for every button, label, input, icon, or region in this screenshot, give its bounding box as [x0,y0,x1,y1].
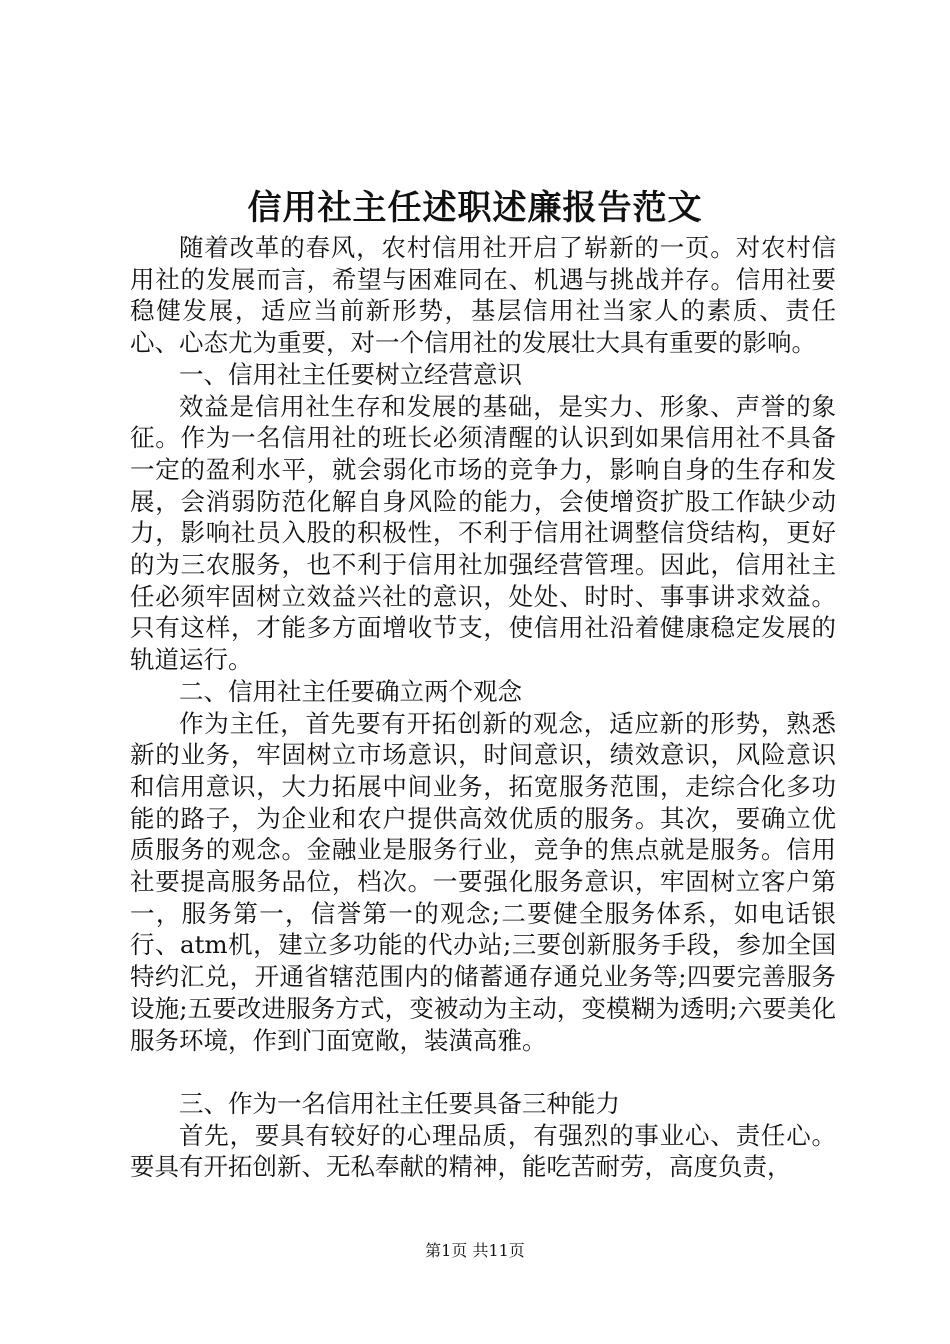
page-title: 信用社主任述职述廉报告范文 [247,188,703,228]
document-body [130,232,836,1183]
paragraph-section-2: 作为主任，首先要有开拓创新的观念，适应新的形势，熟悉新的业务，牢固树立市场意识，时间意识，绩效意识，风险意识和信用意识，大力拓展中间业务，拓宽服务范围，走综合化多功能的路子，为企业和农户提供高效优质的服务。其次，要确立优质服务的观念。金融业是服务行业，竞争的焦点就是服务。信用社要提高服务品位，档次。一要强化服务意识，牢固树立客户第一，服务第一，信誉第一的观念;二要健全服务体系，如电话银行、atm机，建立多功能的代办站;三要创新服务手段，参加全国特约汇兑，开通省辖范围内的储蓄通存通兑业务等;四要完善服务设施;五要改进服务方式，变被动为主动，变模糊为透明;六要美化服务环境，作到门面宽敞，装潢高雅。 [130,708,836,1055]
paragraph-intro: 随着改革的春风，农村信用社开启了崭新的一页。对农村信用社的发展而言，希望与困难同在、机遇与挑战并存。信用社要稳健发展，适应当前新形势，基层信用社当家人的素质、责任心、心态尤为重要，对一个信用社的发展壮大具有重要的影响。 [130,233,836,358]
section-heading-2: 二、信用社主任要确立两个观念 [179,676,522,706]
paragraph-section-1: 效益是信用社生存和发展的基础，是实力、形象、声誉的象征。作为一名信用社的班长必须清醒的认识到如果信用社不具备一定的盈利水平，就会弱化市场的竞争力，影响自身的生存和发展，会消弱防范化解自身风险的能力，会使增资扩股工作缺少动力，影响社员入股的积极性，不利于信用社调整信贷结构，更好的为三农服务，也不利于信用社加强经营管理。因此，信用社主任必须牢固树立效益兴社的意识，处处、时时、事事讲求效益。只有这样，才能多方面增收节支，使信用社沿着健康稳定发展的轨道运行。 [130,391,836,675]
section-heading-3: 三、作为一名信用社主任要具备三种能力 [179,1088,620,1118]
paragraph-section-3: 首先，要具有较好的心理品质，有强烈的事业心、责任心。要具有开拓创新、无私奉献的精神，能吃苦耐劳，高度负责， [130,1120,836,1182]
section-heading-1: 一、信用社主任要树立经营意识 [179,359,522,389]
page-number-footer: 第1页 共11页 [425,1241,525,1260]
